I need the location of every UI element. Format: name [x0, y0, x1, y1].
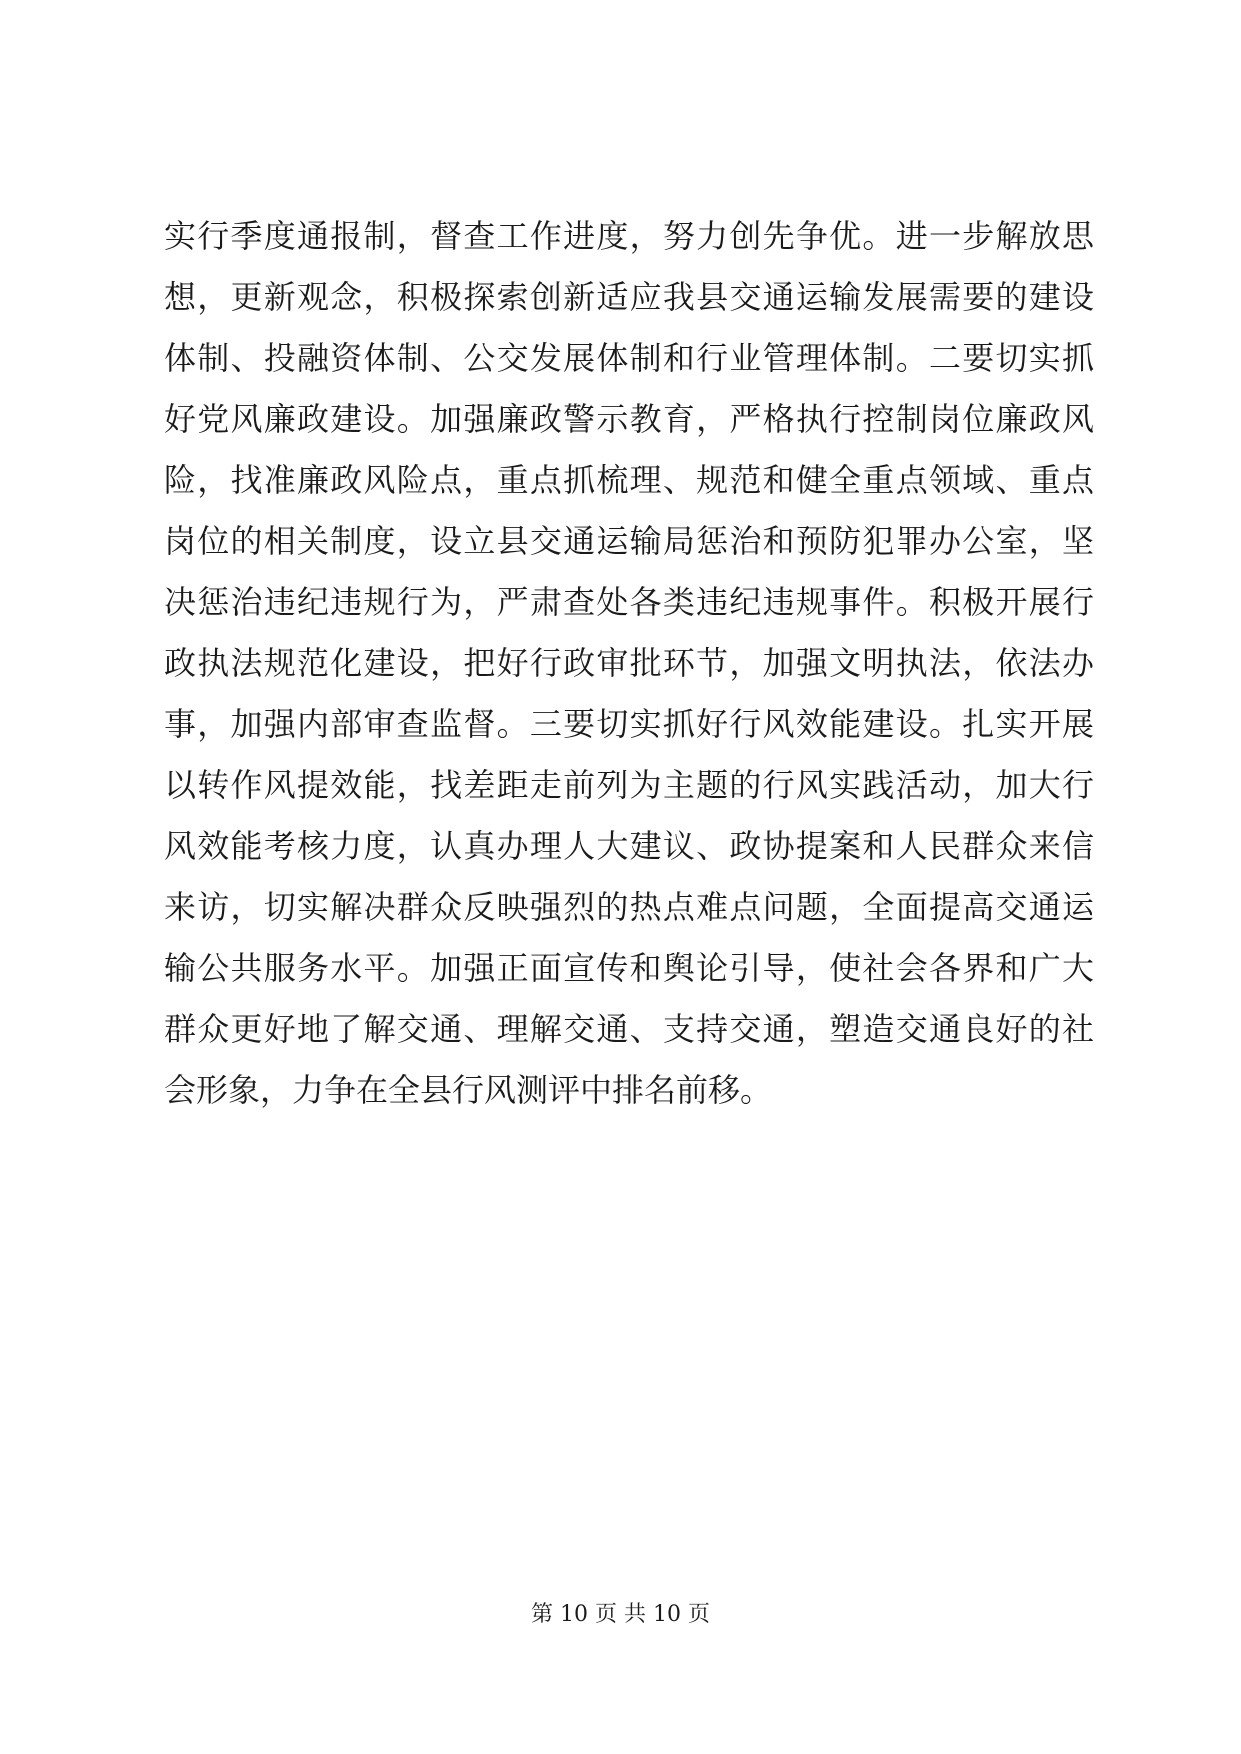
text-line: 输公共服务水平。加强正面宣传和舆论引导，使社会各界和广大 — [164, 949, 1094, 987]
text-line: 决惩治违纪违规行为，严肃查处各类违纪违规事件。积极开展行 — [164, 583, 1094, 621]
text-line: 以转作风提效能，找差距走前列为主题的行风实践活动，加大行 — [164, 766, 1094, 804]
text-line: 好党风廉政建设。加强廉政警示教育，严格执行控制岗位廉政风 — [164, 400, 1094, 438]
body-paragraph — [164, 206, 1094, 1121]
text-line: 事，加强内部审查监督。三要切实抓好行风效能建设。扎实开展 — [164, 705, 1094, 743]
text-line: 会形象，力争在全县行风测评中排名前移。 — [164, 1071, 773, 1109]
text-line: 岗位的相关制度，设立县交通运输局惩治和预防犯罪办公室，坚 — [164, 522, 1094, 560]
page-number-footer: 第 10 页 共 10 页 — [531, 1602, 710, 1627]
text-line: 群众更好地了解交通、理解交通、支持交通，塑造交通良好的社 — [164, 1010, 1094, 1048]
text-line: 体制、投融资体制、公交发展体制和行业管理体制。二要切实抓 — [164, 339, 1094, 377]
text-line: 险，找准廉政风险点，重点抓梳理、规范和健全重点领域、重点 — [164, 461, 1094, 499]
text-line: 实行季度通报制，督查工作进度，努力创先争优。进一步解放思 — [164, 217, 1094, 255]
text-line: 想，更新观念，积极探索创新适应我县交通运输发展需要的建设 — [164, 278, 1094, 316]
text-line: 风效能考核力度，认真办理人大建议、政协提案和人民群众来信 — [164, 827, 1094, 865]
text-line: 政执法规范化建设，把好行政审批环节，加强文明执法，依法办 — [164, 644, 1094, 682]
text-line: 来访，切实解决群众反映强烈的热点难点问题，全面提高交通运 — [164, 888, 1094, 926]
